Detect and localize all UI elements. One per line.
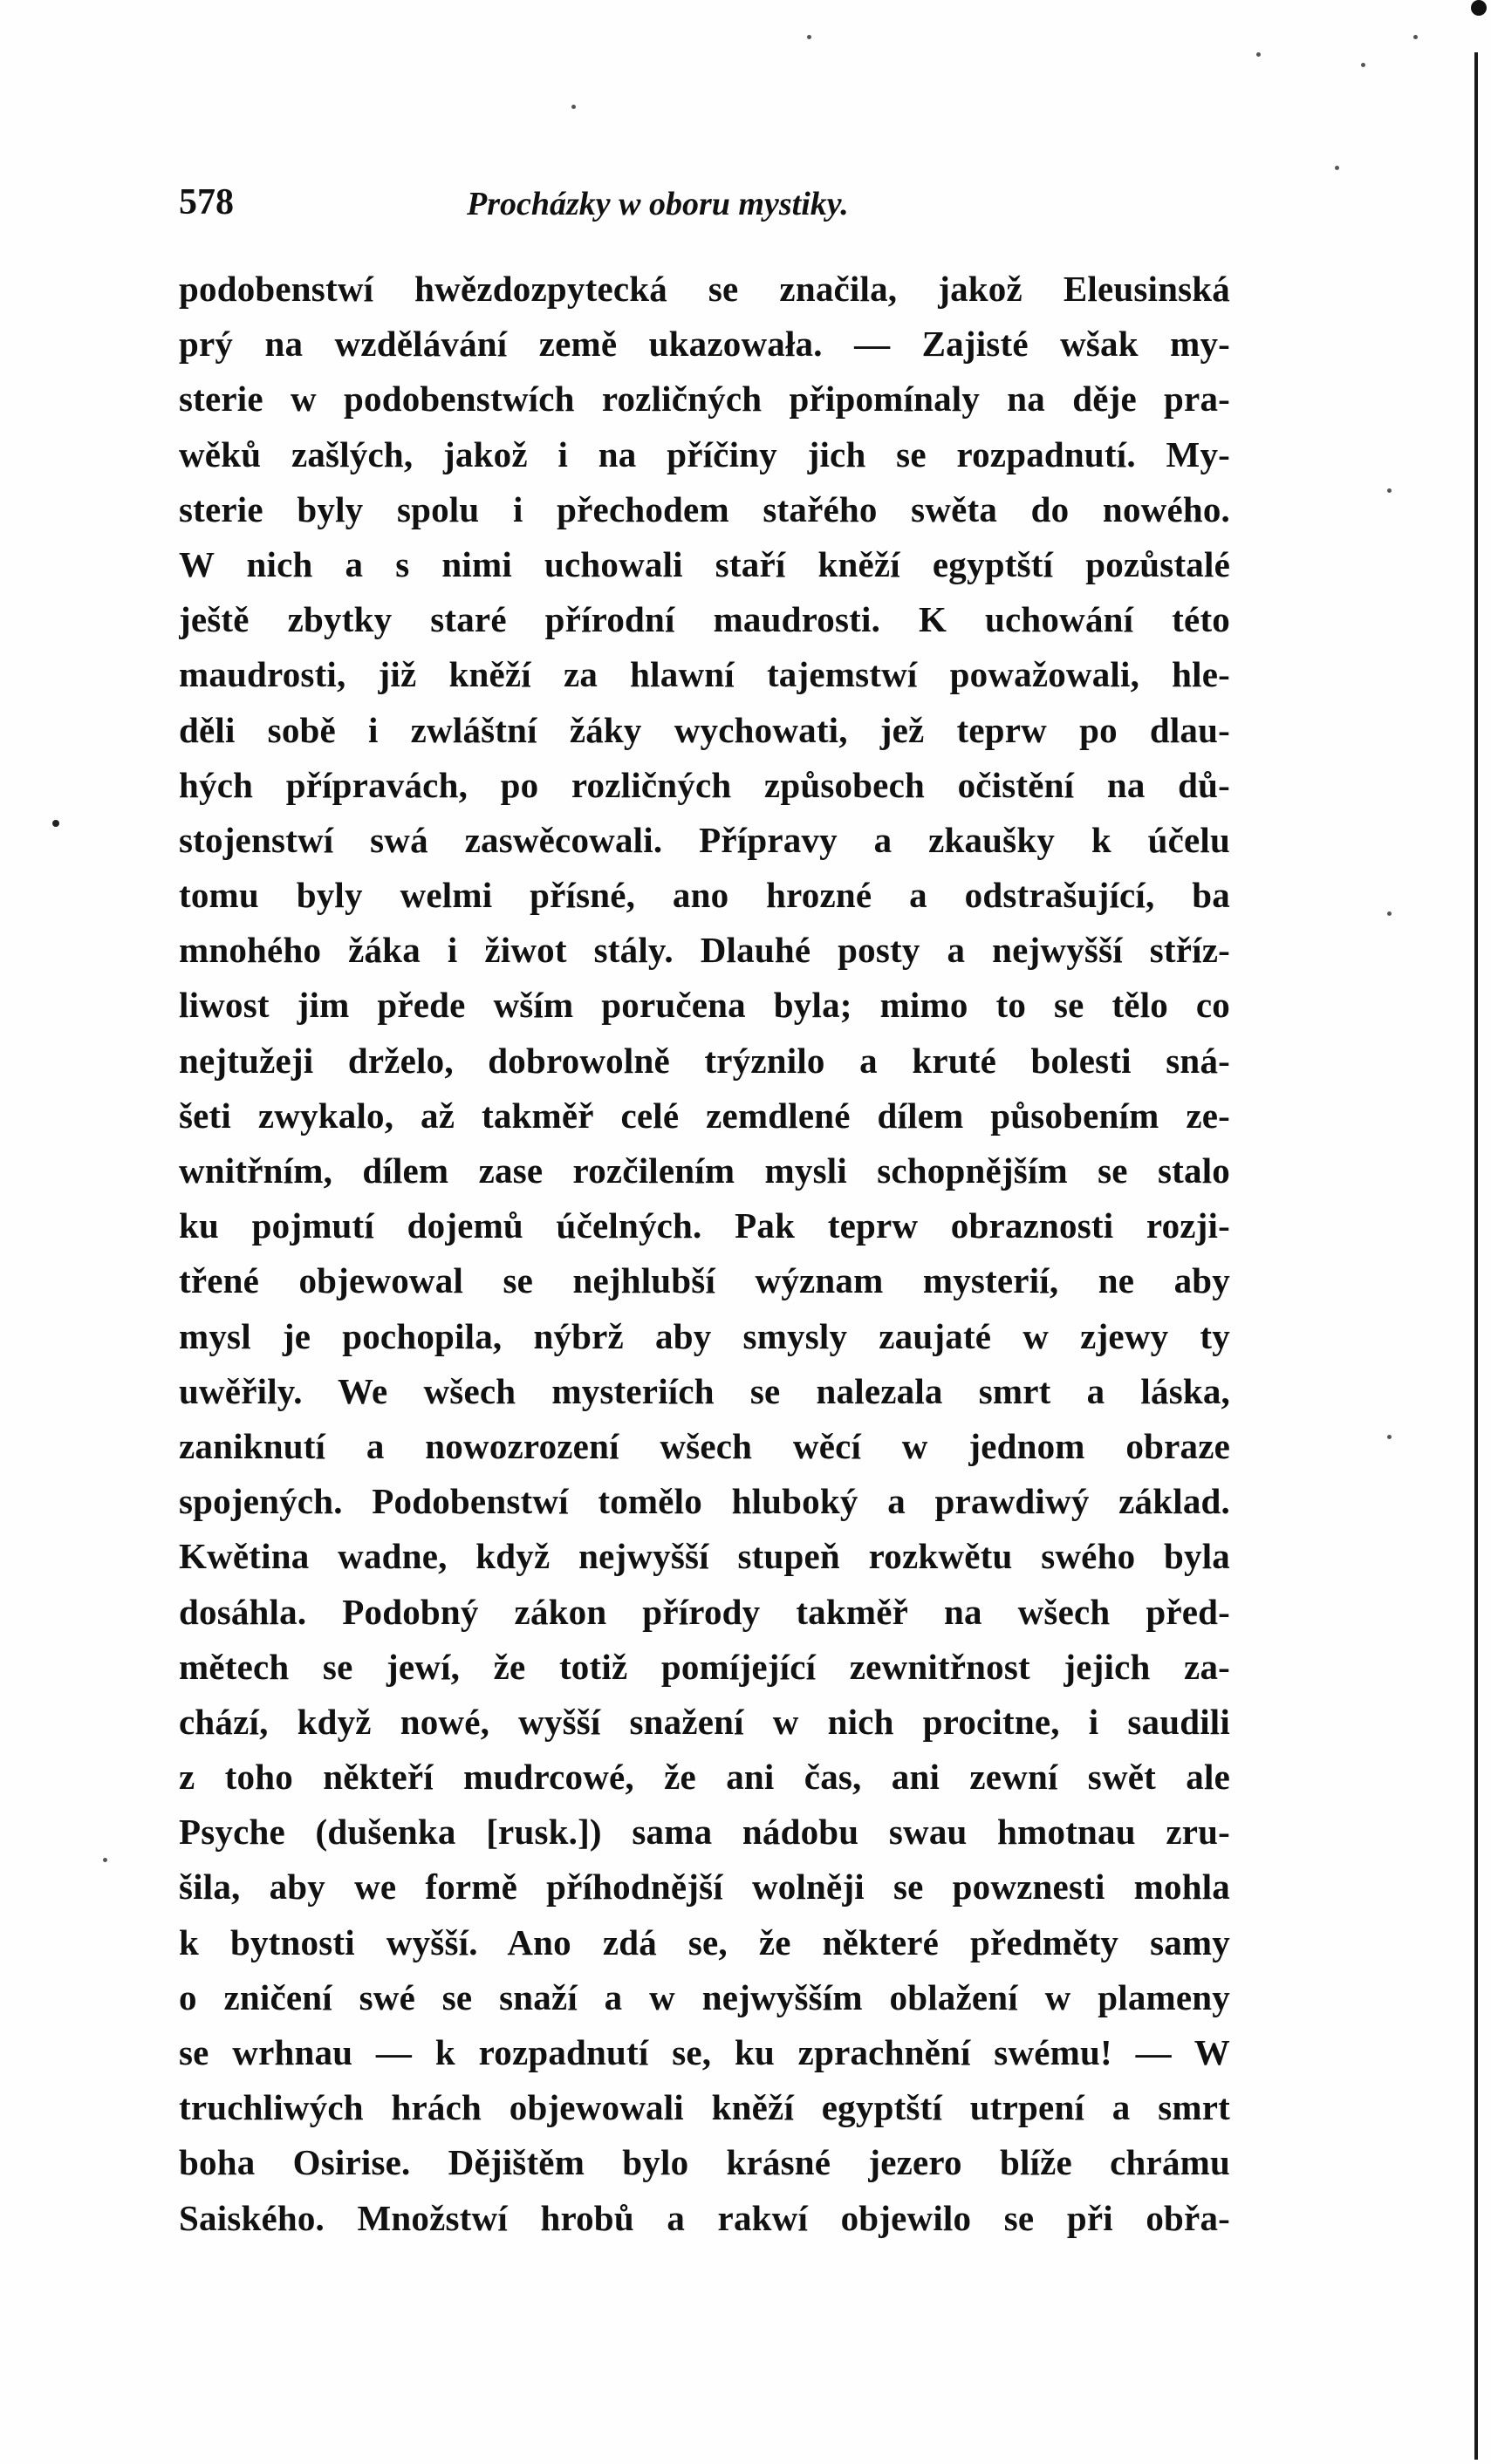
scan-edge-border bbox=[1474, 52, 1478, 2460]
text-line: šila, aby we formě příhodnější wolněji se powznesti mohla bbox=[179, 1867, 1230, 1908]
text-line: mysl je pochopila, nýbrž aby smysly zaujaté w zjewy ty bbox=[179, 1315, 1230, 1356]
text-line: uwěřily. We wšech mysteriích se nalezala smrt a láska, bbox=[179, 1370, 1230, 1411]
text-line: sterie byly spolu i přechodem stařého swěta do nowého. bbox=[179, 488, 1230, 529]
text-line: tomu byly welmi přísné, ano hrozné a odstrašující, ba bbox=[179, 875, 1230, 916]
text-line: wěků zašlých, jakož i na příčiny jich se rozpadnutí. My- bbox=[179, 433, 1230, 474]
text-line: šeti zwykalo, až takměř celé zemdlené dílem působením ze- bbox=[179, 1095, 1230, 1136]
text-line: Psyche (dušenka [rusk.]) sama nádobu swau hmotnau zru- bbox=[179, 1812, 1230, 1853]
text-line: Kwětina wadne, když nejwyšší stupeň rozkwětu swého byla bbox=[179, 1536, 1230, 1577]
text-line: hých přípravách, po rozličných způsobech očistění na dů- bbox=[179, 764, 1230, 805]
page-header bbox=[179, 181, 1235, 234]
scan-artifact-dot bbox=[1471, 0, 1487, 16]
text-line: dosáhla. Podobný zákon přírody takměř na wšech před- bbox=[179, 1591, 1230, 1632]
text-line: podobenstwí hwězdozpytecká se značila, jakož Eleusinská bbox=[179, 269, 1230, 309]
text-line: wnitřním, dílem zase rozčilením mysli schopnějším se stalo bbox=[179, 1150, 1230, 1191]
text-line: ještě zbytky staré přírodní maudrosti. K uchowání této bbox=[179, 599, 1230, 640]
text-line: z toho někteří mudrcowé, že ani čas, ani zewní swět ale bbox=[179, 1757, 1230, 1798]
text-line: k bytnosti wyšší. Ano zdá se, že některé předměty samy bbox=[179, 1921, 1230, 1962]
text-line: spojených. Podobenstwí tomělo hluboký a prawdiwý základ. bbox=[179, 1481, 1230, 1522]
running-title: Procházky w oboru mystiky. bbox=[467, 186, 849, 222]
text-line: chází, když nowé, wyšší snažení w nich procitne, i saudili bbox=[179, 1701, 1230, 1742]
text-line: W nich a s nimi uchowali staří kněží egyptští pozůstalé bbox=[179, 543, 1230, 584]
text-line: truchliwých hrách objewowali kněží egyptští utrpení a smrt bbox=[179, 2087, 1230, 2128]
text-line: zaniknutí a nowozrození wšech wěcí w jednom obraze bbox=[179, 1425, 1230, 1466]
text-line: třené objewowal se nejhlubší wýznam mysterií, ne aby bbox=[179, 1260, 1230, 1301]
page-number: 578 bbox=[179, 182, 234, 222]
text-line: maudrosti, již kněží za hlawní tajemstwí powažowali, hle- bbox=[179, 654, 1230, 695]
text-line: děli sobě i zwláštní žáky wychowati, jež teprw po dlau- bbox=[179, 709, 1230, 750]
text-line: se wrhnau — k rozpadnutí se, ku zprachnění swému! — W bbox=[179, 2032, 1230, 2072]
text-line: prý na wzdělávání země ukazowała. — Zajisté wšak my- bbox=[179, 324, 1230, 365]
text-line: liwost jim přede wším poručena byla; mimo to se tělo co bbox=[179, 985, 1230, 1026]
text-line: boha Osirise. Dějištěm bylo krásné jezero blíže chrámu bbox=[179, 2142, 1230, 2183]
text-line: stojenstwí swá zaswěcowali. Přípravy a zkaušky k účelu bbox=[179, 819, 1230, 860]
text-line: Saiského. Množstwí hrobů a rakwí objewilo se při obřa- bbox=[179, 2197, 1230, 2238]
text-line: nejtužeji drželo, dobrowolně trýznilo a kruté bolesti sná- bbox=[179, 1040, 1230, 1081]
text-line: o zničení swé se snaží a w nejwyšším oblažení w plameny bbox=[179, 1976, 1230, 2017]
text-line: mětech se jewí, že totiž pomíjející zewnitřnost jejich za- bbox=[179, 1646, 1230, 1687]
text-line: mnohého žáka i žiwot stály. Dlauhé posty a nejwyšší stříz- bbox=[179, 930, 1230, 971]
text-line: ku pojmutí dojemů účelných. Pak teprw obraznosti rozji- bbox=[179, 1205, 1230, 1246]
text-line: sterie w podobenstwích rozličných připomínaly na děje pra- bbox=[179, 379, 1230, 420]
body-text bbox=[179, 262, 1230, 2246]
